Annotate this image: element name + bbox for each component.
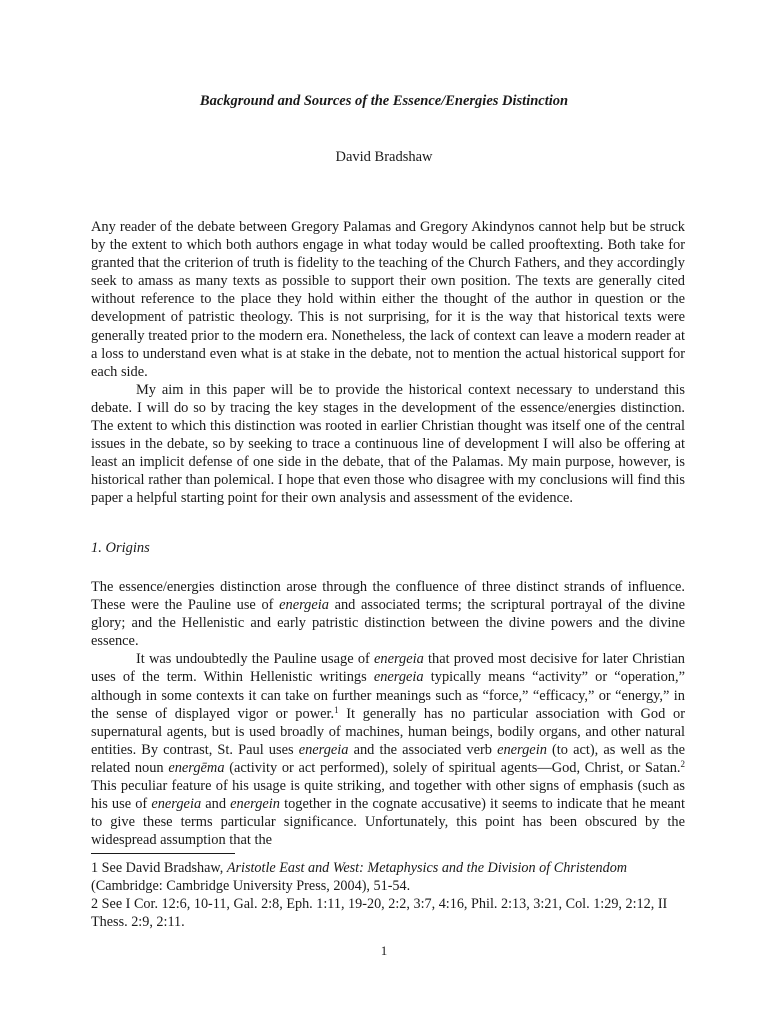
italic-term: energein xyxy=(230,796,280,813)
footnotes xyxy=(91,859,685,931)
footnote-ref-1[interactable]: 1 xyxy=(334,704,339,715)
text-run: and the associated verb xyxy=(348,741,498,758)
origins-paragraph-2 xyxy=(91,650,685,849)
text-run: The essence/energies distinction arose through the confluence of three distinct strands of influence. These were the Pauline use of xyxy=(91,579,685,614)
italic-term: energeia xyxy=(373,669,424,686)
page-number: 1 xyxy=(380,943,388,958)
text-run: (activity or act performed), solely of spiritual agents—God, Christ, or Satan. xyxy=(224,759,681,776)
italic-term: energeia xyxy=(151,796,202,813)
text-run: (Cambridge: Cambridge University Press, 2004), 51-54. xyxy=(91,878,411,894)
footnote-divider xyxy=(91,853,235,854)
text-run: (to act), as well as the related noun xyxy=(91,741,685,776)
footnote-2: 2 See I Cor. 12:6, 10-11, Gal. 2:8, Eph. 1:11, 19-20, 2:2, 3:7, 4:16, Phil. 2:13, 3:21, Col. 1:29, 2:12, II Thess. 2:9, 2:11. xyxy=(91,896,668,930)
text-run: It was undoubtedly the Pauline usage of xyxy=(136,651,375,668)
intro-paragraph-2: My aim in this paper will be to provide the historical context necessary to understand this debate. I will do so by tracing the key stages in the development of the essence/energies distinction. The extent to which this distinction was rooted in earlier Christian thought was itself one of the central issues in the debate, so by seeking to trace a continuous line of development I will also be offering at least an implicit defense of one side in the debate, that of the Palamas. My main purpose, however, is historical rather than polemical. I hope that even those who disagree with my conclusions will find this paper a helpful starting point for their own analysis and assessment of the evidence. xyxy=(91,381,685,507)
text-run: typically means “activity” or “operation,” although in some contexts it can take on further meanings such as “force,” “efficacy,” or “energy,” in the sense of displayed vigor or power. xyxy=(91,669,685,722)
text-run: that proved most decisive for later Christian uses of the term. Within Hellenistic writings xyxy=(91,651,685,686)
italic-term: energeia xyxy=(279,597,329,614)
text-run: It generally has no particular association with God or supernatural agents, but is used broadly of machines, human beings, bodily organs, and other natural entities. By contrast, St. Paul uses xyxy=(91,705,685,758)
text-run: and associated terms; the scriptural portrayal of the divine glory; and the Hellenistic and early patristic distinction between the divine powers and the divine essence. xyxy=(91,597,686,650)
text-run: and xyxy=(201,796,231,813)
book-title: Aristotle East and West: Metaphysics and the Division of Christendom xyxy=(226,860,628,876)
text-run: This peculiar feature of his usage is quite striking, and together with other signs of emphasis (such as his use of xyxy=(91,778,685,813)
italic-term: energeia xyxy=(374,651,424,668)
section-heading-origins: 1. Origins xyxy=(91,540,150,556)
text-run: together in the cognate accusative) it seems to indicate that he meant to give these terms particular significance. Unfortunately, this point has been obscured by the widespread assumption that the xyxy=(91,796,685,849)
italic-term: energeia xyxy=(298,741,349,758)
intro-paragraph-1: Any reader of the debate between Gregory Palamas and Gregory Akindynos cannot help but be struck by the extent to which both authors engage in what today would be called prooftexting. Both take for granted that the criterion of truth is fidelity to the teaching of the Church Fathers, and they accordingly seek to amass as many texts as possible to support their own position. The texts are generally cited without reference to the place they hold within either the thought of the author in question or the development of patristic theology. This is not surprising, for it is the way that historical texts were generally treated prior to the modern era. Nonetheless, the lack of context can leave a modern reader at a loss to understand even what is at stake in the debate, not to mention the actual historical support for each side. xyxy=(91,219,685,380)
origins-paragraph-1 xyxy=(91,578,685,650)
paper-title: Background and Sources of the Essence/Energies Distinction xyxy=(199,93,569,109)
footnote-1 xyxy=(91,859,685,895)
introduction xyxy=(91,218,685,508)
italic-term: energēma xyxy=(168,759,225,776)
text-run: 1 See David Bradshaw, xyxy=(91,860,227,876)
author-name: David Bradshaw xyxy=(335,149,433,165)
footnote-ref-2[interactable]: 2 xyxy=(680,758,685,769)
italic-term: energein xyxy=(497,741,547,758)
section-origins-body xyxy=(91,578,685,849)
